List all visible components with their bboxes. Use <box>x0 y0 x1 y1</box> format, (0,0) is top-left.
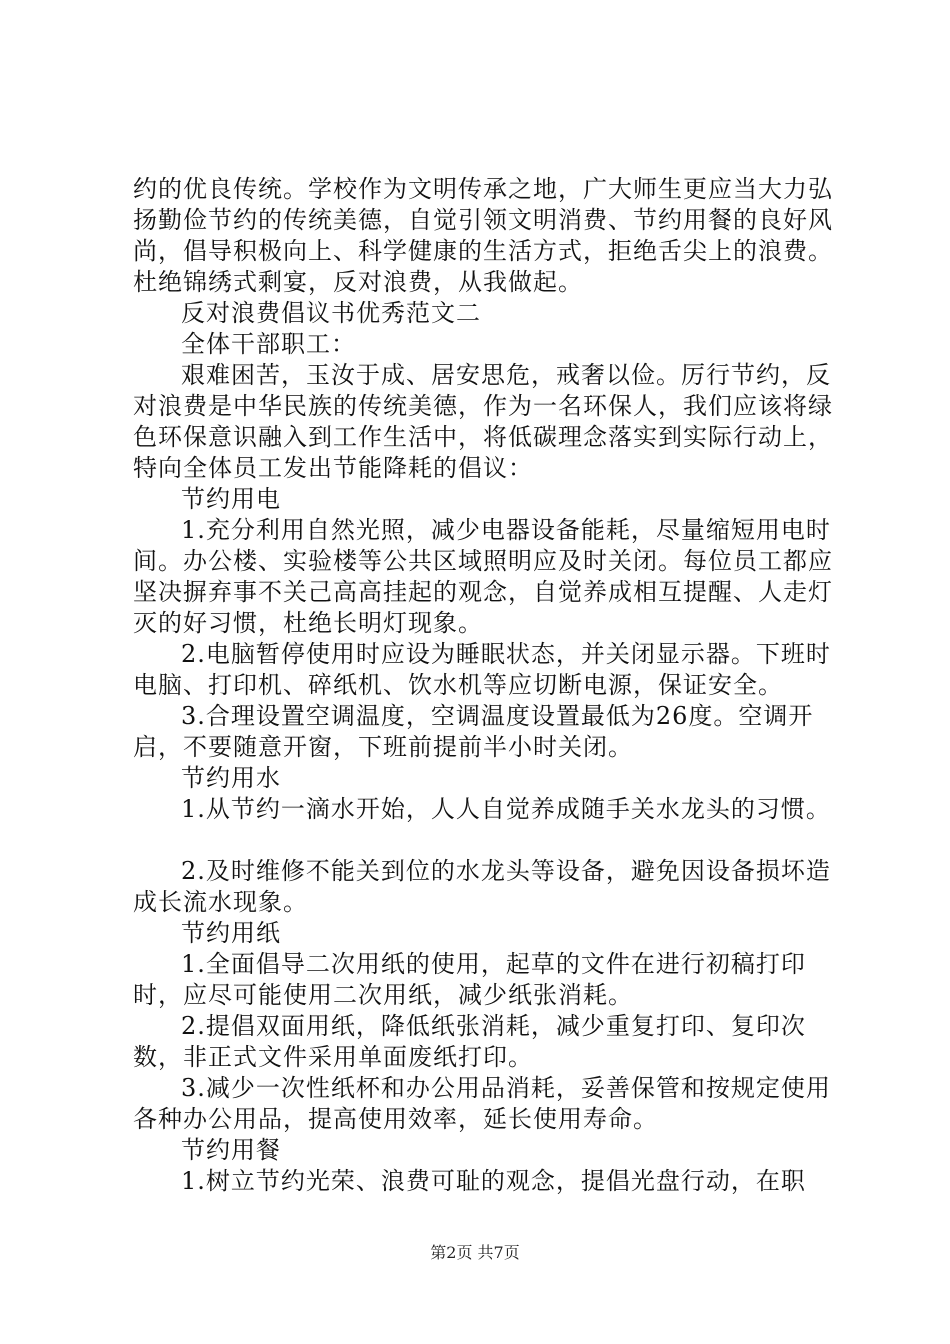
list-item-food-1: 1.树立节约光荣、浪费可耻的观念，提倡光盘行动，在职 <box>181 1167 806 1195</box>
heading-save-electricity: 节约用电 <box>181 485 281 513</box>
heading-save-water: 节约用水 <box>181 764 281 792</box>
heading-save-food: 节约用餐 <box>181 1136 281 1164</box>
list-item-electricity-2: 2.电脑暂停使用时应设为睡眠状态，并关闭显示器。下班时电脑、打印机、碎纸机、饮水机等应切断电源，保证安全。 <box>133 640 831 699</box>
list-item-water-1: 1.从节约一滴水开始，人人自觉养成随手关水龙头的习惯。 <box>181 795 831 823</box>
list-item-paper-3: 3.减少一次性纸杯和办公用品消耗，妥善保管和按规定使用各种办公用品，提高使用效率，延长使用寿命。 <box>133 1074 831 1133</box>
paragraph-0: 约的优良传统。学校作为文明传承之地，广大师生更应当大力弘扬勤俭节约的传统美德，自觉引领文明消费、节约用餐的良好风尚，倡导积极向上、科学健康的生活方式，拒绝舌尖上的浪费。杜绝锦绣式剩宴，反对浪费，从我做起。 <box>133 175 833 296</box>
blank-line <box>133 825 833 856</box>
list-item-water-2: 2.及时维修不能关到位的水龙头等设备，避免因设备损坏造成长流水现象。 <box>133 857 831 916</box>
list-item-electricity-3: 3.合理设置空调温度，空调温度设置最低为26度。空调开启，不要随意开窗，下班前提前半小时关闭。 <box>133 702 814 761</box>
list-item-paper-1: 1.全面倡导二次用纸的使用，起草的文件在进行初稿打印时，应尽可能使用二次用纸，减少纸张消耗。 <box>133 950 806 1009</box>
list-item-paper-2: 2.提倡双面用纸，降低纸张消耗，减少重复打印、复印次数，非正式文件采用单面废纸打印。 <box>133 1012 806 1071</box>
document-body <box>133 174 833 1197</box>
list-item-electricity-1: 1.充分利用自然光照，减少电器设备能耗，尽量缩短用电时间。办公楼、实验楼等公共区域照明应及时关闭。每位员工都应坚决摒弃事不关己高高挂起的观念，自觉养成相互提醒、人走灯灭的好习惯，杜绝长明灯现象。 <box>133 516 833 637</box>
heading-save-paper: 节约用纸 <box>181 919 281 947</box>
paragraph-intro: 艰难困苦，玉汝于成、居安思危，戒奢以俭。厉行节约，反对浪费是中华民族的传统美德，作为一名环保人，我们应该将绿色环保意识融入到工作生活中，将低碳理念落实到实际行动上，特向全体员工发出节能降耗的倡议： <box>133 361 833 482</box>
salutation: 全体干部职工： <box>181 330 356 358</box>
page-number-footer: 第2页 共7页 <box>430 1243 520 1262</box>
section-title-fanwen-er: 反对浪费倡议书优秀范文二 <box>181 299 481 327</box>
